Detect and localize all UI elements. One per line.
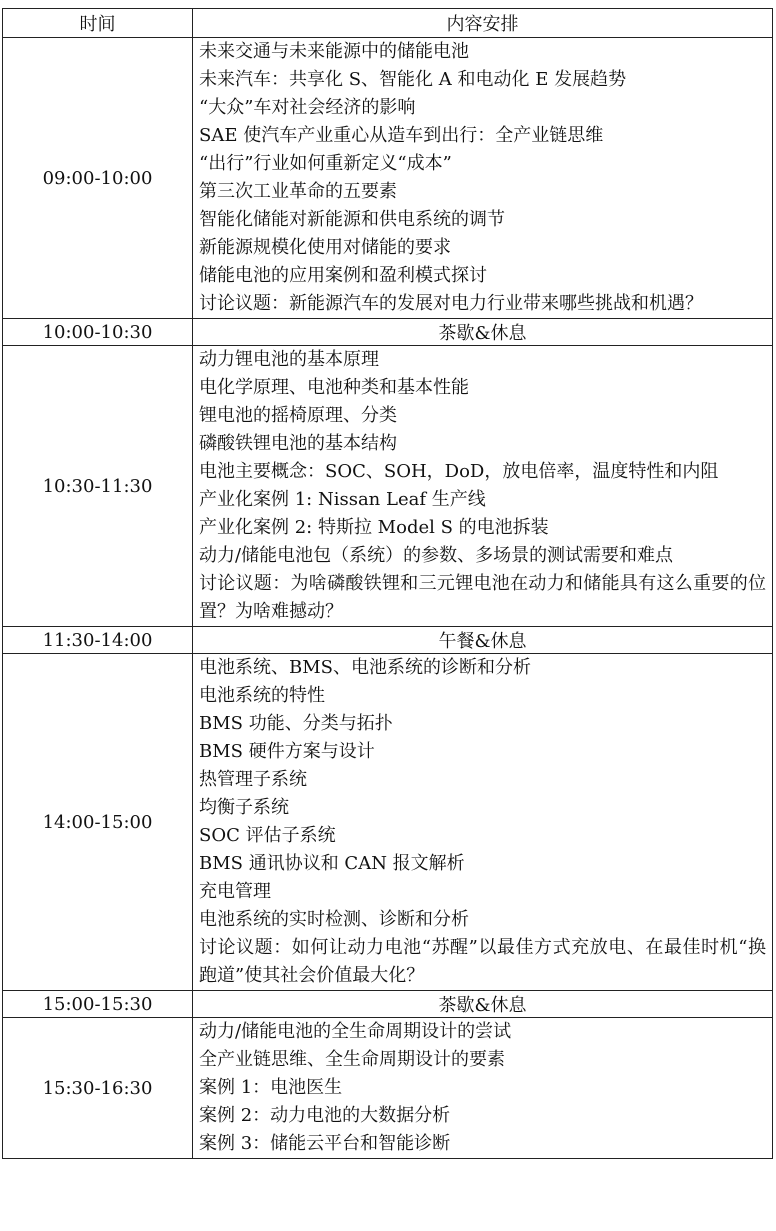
content-line: 动力/储能电池的全生命周期设计的尝试 <box>199 1021 512 1042</box>
content-line: 未来交通与未来能源中的储能电池 <box>199 41 469 62</box>
content-line: 电池系统的特性 <box>199 685 325 706</box>
content-line: 全产业链思维、全生命周期设计的要素 <box>199 1049 505 1070</box>
time-cell: 15:30-16:30 <box>3 1018 193 1159</box>
content-line: BMS 硬件方案与设计 <box>199 741 375 762</box>
break-cell: 茶歇&休息 <box>193 991 773 1018</box>
table-row <box>3 654 773 991</box>
content-cell <box>193 38 773 319</box>
content-line: 案例 3：储能云平台和智能诊断 <box>199 1133 451 1154</box>
content-line: 第三次工业革命的五要素 <box>199 181 397 202</box>
time-cell: 09:00-10:00 <box>3 38 193 319</box>
content-line: 产业化案例 1: Nissan Leaf 生产线 <box>199 489 486 510</box>
content-line: BMS 通讯协议和 CAN 报文解析 <box>199 853 465 874</box>
table-row <box>3 1018 773 1159</box>
content-cell <box>193 346 773 627</box>
table-row <box>3 627 773 654</box>
table-row <box>3 991 773 1018</box>
content-line: BMS 功能、分类与拓扑 <box>199 713 393 734</box>
time-cell: 14:00-15:00 <box>3 654 193 991</box>
content-line: 产业化案例 2: 特斯拉 Model S 的电池拆装 <box>199 517 549 538</box>
content-line: 案例 1：电池医生 <box>199 1077 343 1098</box>
time-cell: 11:30-14:00 <box>3 627 193 654</box>
content-line: 电池系统、BMS、电池系统的诊断和分析 <box>199 657 531 678</box>
content-line: 动力锂电池的基本原理 <box>199 349 379 370</box>
content-line: 均衡子系统 <box>199 797 289 818</box>
content-line: 讨论议题：如何让动力电池“苏醒”以最佳方式充放电、在最佳时机“换跑道”使其社会价值最大化？ <box>199 937 766 986</box>
header-time: 时间 <box>3 9 193 38</box>
content-line: 讨论议题：为啥磷酸铁锂和三元锂电池在动力和储能具有这么重要的位置？为啥难撼动？ <box>199 573 766 622</box>
time-cell: 10:30-11:30 <box>3 346 193 627</box>
content-line: 储能电池的应用案例和盈利模式探讨 <box>199 265 487 286</box>
content-line: “大众”车对社会经济的影响 <box>199 97 416 118</box>
content-cell <box>193 654 773 991</box>
table-row <box>3 38 773 319</box>
content-line: “出行”行业如何重新定义“成本” <box>199 153 452 174</box>
table-row <box>3 346 773 627</box>
content-line: 电化学原理、电池种类和基本性能 <box>199 377 469 398</box>
schedule-table <box>2 8 773 1159</box>
content-line: 未来汽车：共享化 S、智能化 A 和电动化 E 发展趋势 <box>199 69 627 90</box>
content-line: 案例 2：动力电池的大数据分析 <box>199 1105 451 1126</box>
content-line: 锂电池的摇椅原理、分类 <box>199 405 397 426</box>
content-line: 讨论议题：新能源汽车的发展对电力行业带来哪些挑战和机遇？ <box>199 293 703 314</box>
content-line: 电池主要概念：SOC、SOH，DoD，放电倍率，温度特性和内阻 <box>199 461 719 482</box>
content-line: 新能源规模化使用对储能的要求 <box>199 237 451 258</box>
break-cell: 茶歇&休息 <box>193 319 773 346</box>
content-line: 电池系统的实时检测、诊断和分析 <box>199 909 469 930</box>
time-cell: 10:00-10:30 <box>3 319 193 346</box>
header-content: 内容安排 <box>193 9 773 38</box>
table-row <box>3 319 773 346</box>
content-line: SAE 使汽车产业重心从造车到出行：全产业链思维 <box>199 125 604 146</box>
content-cell <box>193 1018 773 1159</box>
content-line: SOC 评估子系统 <box>199 825 336 846</box>
content-line: 磷酸铁锂电池的基本结构 <box>199 433 397 454</box>
content-line: 热管理子系统 <box>199 769 307 790</box>
break-cell: 午餐&休息 <box>193 627 773 654</box>
content-line: 智能化储能对新能源和供电系统的调节 <box>199 209 505 230</box>
content-line: 充电管理 <box>199 881 271 902</box>
time-cell: 15:00-15:30 <box>3 991 193 1018</box>
content-line: 动力/储能电池包（系统）的参数、多场景的测试需要和难点 <box>199 545 674 566</box>
header-row <box>3 9 773 38</box>
